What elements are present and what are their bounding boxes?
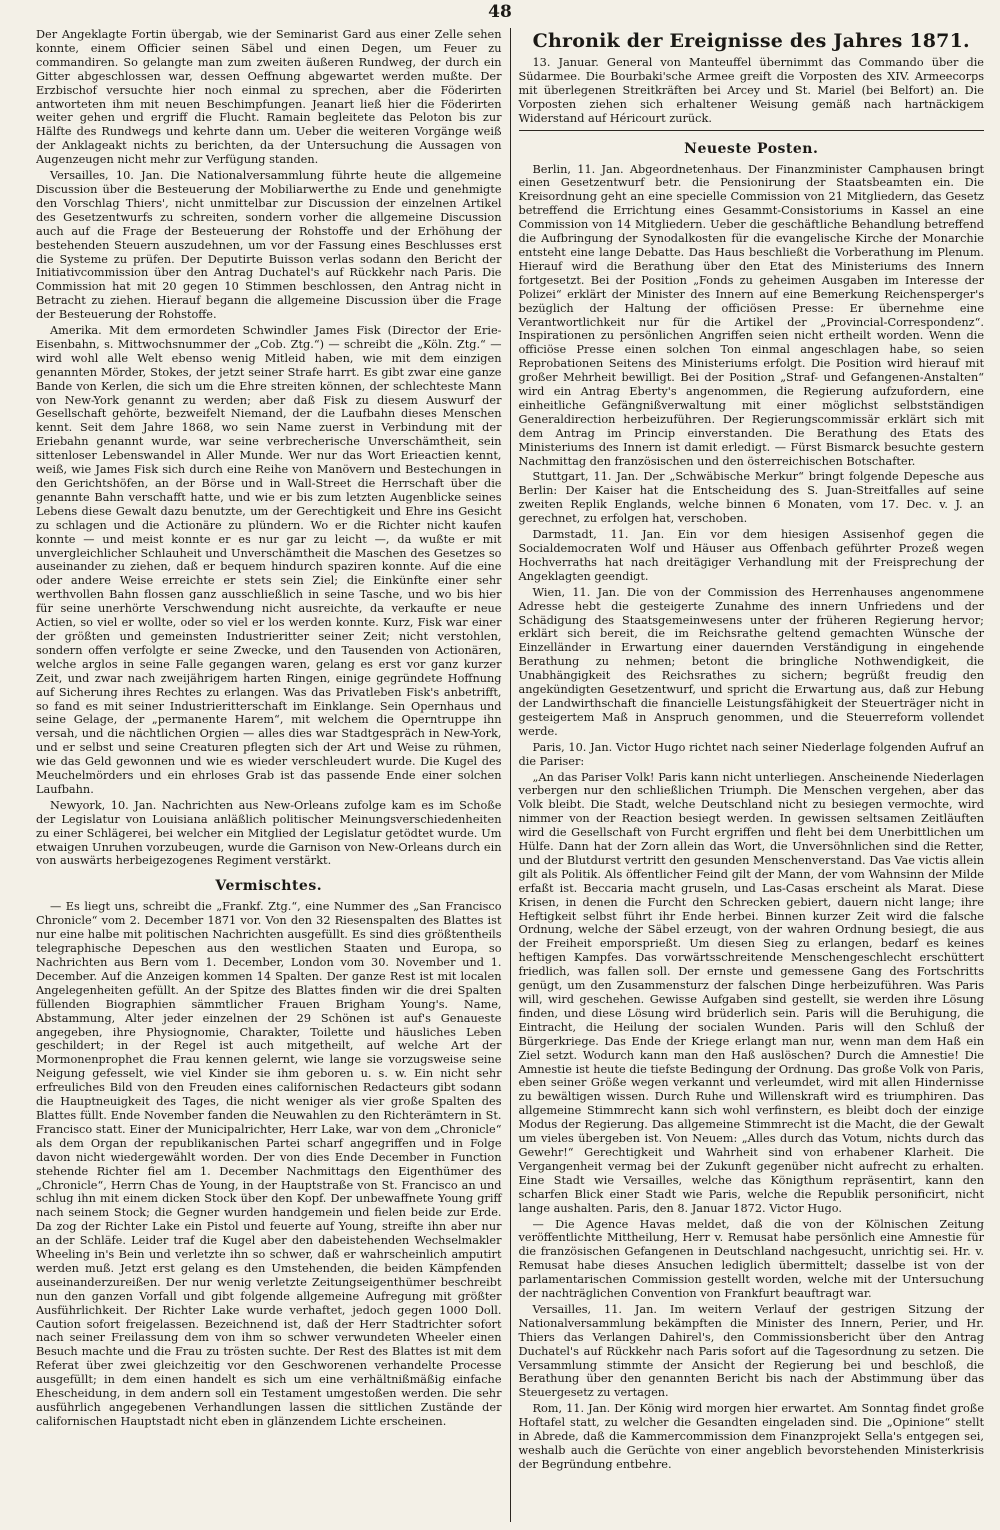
article-paragraph: Wien, 11. Jan. Die von der Commission des Herrenhauses angenommene Adresse hebt die gesteigerte Zunahme des innern Unfriedens und der Schädigung des Staatsgemeinwesens unter der früheren Regierung hervor; erklärt sich bereit, die im Reichsrathe geltend gemachten Wünsche der Einzelländer in Erwartung einer dauernden Verständigung in eingehende Berathung zu nehmen; betont die bringliche Nothwendigkeit, die Unabhängigkeit des Reichsrathes zu sichern; begrüßt freudig den angekündigten Gesetzentwurf, und spricht die Erwartung aus, daß zur Hebung der Landwirthschaft die financielle Leistungsfähigkeit der Steuerträger nicht in gesteigertem Maß in Anspruch genommen, und die Steuerreform vollendet werde. bbox=[518, 585, 984, 738]
neueste-posten-heading: Neueste Posten. bbox=[684, 140, 819, 157]
columns bbox=[36, 28, 984, 1522]
divider bbox=[519, 130, 985, 131]
right-column bbox=[511, 28, 985, 1522]
article-paragraph: Newyork, 10. Jan. Nachrichten aus New-Orleans zufolge kam es im Schoße der Legislatur von Louisiana anläßlich politischer Meinungsverschiedenheiten zu einer Schlägerei, bei welcher ein Mitglied der Legislatur getödtet wurde. Um etwaigen Unruhen vorzubeugen, wurde die Garnison von New-Orleans durch ein von auswärts herbeigezogenes Regiment verstärkt. bbox=[36, 798, 502, 868]
chronik-heading: Chronik der Ereignisse des Jahres 1871. bbox=[532, 30, 970, 52]
left-column bbox=[36, 28, 511, 1522]
article-paragraph: „An das Pariser Volk! Paris kann nicht unterliegen. Anscheinende Niederlagen verbergen nur den schließlichen Triumph. Die Menschen vergehen, aber das Volk bleibt. Die Stadt, welche Deutschland nicht zu besiegen vermochte, wird nimmer von der Reaction besiegt werden. In gewissen seltsamen Zeitläuften wird die Gesellschaft von Furcht ergriffen und fleht bei dem Unerbittlichen um Hülfe. Dann hat der Zorn allein das Wort, die Unversöhnlichen sind die Retter, und der Blutdurst vertritt den gesunden Menschenverstand. Das Vae victis allein gilt als Politik. Als öffentlicher Feind gilt der Mann, der vom Wahnsinn der Milde erfaßt ist. Beccaria macht gruseln, und Las-Casas erscheint als Marat. Diese Krisen, in denen die Furcht den Schrecken gebiert, dauern nicht lange; ihre Heftigkeit selbst führt ihr Ende herbei. Binnen kurzer Zeit wird die falsche Ordnung, welche der Säbel erzeugt, von der wahren Ordnung besiegt, die aus der Freiheit emporsprießt. Um diesen Sieg zu erlangen, bedarf es keines heftigen Kampfes. Das vorwärtsschreitende Menschengeschlecht erschüttert friedlich, was fallen soll. Der ernste und gemessene Gang des Fortschritts genügt, um den Zusammensturz der falschen Dinge herbeizuführen. Was Paris will, wird geschehen. Gewisse Aufgaben sind gestellt, sie werden ihre Lösung finden, und diese Lösung wird brüderlich sein. Paris will die Beruhigung, die Eintracht, die Heilung der socialen Wunden. Paris will den Schluß der Bürgerkriege. Das Ende der Kriege erlangt man nur, wenn man dem Haß ein Ziel setzt. Wodurch kann man den Haß auslöschen? Durch die Amnestie! Die Amnestie ist heute die tiefste Bedingung der Ordnung. Das große Volk von Paris, eben seiner Größe wegen verkannt und verleumdet, wird mit allen Hindernisse zu bewältigen wissen. Durch Ruhe und Willenskraft wird es triumphiren. Das allgemeine Stimmrecht kann sich wohl verfinstern, es bleibt doch der einzige Modus der Regierung. Das allgemeine Stimmrecht ist die Macht, die der Gewalt um vieles übergeben ist. Von Neuem: „Alles durch das Votum, nichts durch das Gewehr!“ Gerechtigkeit und Wahrheit sind von erhabener Klarheit. Die Vergangenheit vermag bei der Zukunft gegenüber nicht aufrecht zu erhalten. Eine Stadt wie Versailles, welche das Königthum repräsentirt, kann den scharfen Blick einer Stadt wie Paris, welche die Republik personificirt, nicht lange aushalten. Paris, den 8. Januar 1872. Victor Hugo. bbox=[518, 770, 984, 1215]
article-paragraph: Versailles, 11. Jan. Im weitern Verlauf der gestrigen Sitzung der Nationalversammlung bekämpften die Minister des Innern, Perier, und Hr. Thiers das Verlangen Dahirel's, den Commissionsbericht über den Antrag Duchatel's auf Rückkehr nach Paris sofort auf die Tagesordnung zu setzen. Die Versammlung stimmte der Ansicht der Regierung bei und beschloß, die Berathung über den genannten Bericht bis nach der Abstimmung über das Steuergesetz zu vertagen. bbox=[518, 1302, 984, 1400]
chronik-text: 13. Januar. General von Manteuffel übernimmt das Commando über die Südarmee. Die Bourbaki'sche Armee greift die Vorposten des XIV. Armeecorps mit überlegenen Streitkräften bei Arcey und St. Mariel (bei Belfort) an. Die Vorposten ziehen sich erhaltener Weisung gemäß nach hartnäckigem Widerstand auf Héricourt zurück. bbox=[518, 56, 984, 125]
vermischtes-heading: Vermischtes. bbox=[215, 878, 323, 895]
article-paragraph: Versailles, 10. Jan. Die Nationalversammlung führte heute die allgemeine Discussion über die Besteuerung der Mobiliarwerthe zu Ende und genehmigte den Vorschlag Thiers', nicht unmittelbar zur Discussion der einzelnen Artikel des Gesetzentwurfs zu schreiten, sondern vorher die allgemeine Discussion auch auf die Frage der Besteuerung der Rohstoffe und der Erhöhung der bestehenden Steuern auszudehnen, um vor der Fassung eines Beschlusses erst die Systeme zu prüfen. Der Deputirte Buisson verlas sodann den Bericht der Initiativcommission über den Antrag Duchatel's auf Rückkehr nach Paris. Die Commission hat mit 20 gegen 10 Stimmen beschlossen, den Antrag nicht in Betracht zu ziehen. Hierauf begann die allgemeine Discussion über die Frage der Besteuerung der Rohstoffe. bbox=[36, 169, 502, 322]
article-paragraph: — Die Agence Havas meldet, daß die von der Kölnischen Zeitung veröffentlichte Mittheilung, Herr v. Remusat habe persönlich eine Amnestie für die französischen Gefangenen in Deutschland nachgesucht, unrichtig sei. Hr. v. Remusat habe dieses Ansuchen lediglich übermittelt; dasselbe ist von der parlamentarischen Commission gestellt worden, welche mit der Untersuchung der nachträglichen Convention von Frankfurt beauftragt war. bbox=[518, 1217, 984, 1301]
article-paragraph: Berlin, 11. Jan. Abgeordnetenhaus. Der Finanzminister Camphausen bringt einen Gesetzentwurf betr. die Pensionirung der Staatsbeamten ein. Die Kreisordnung geht an eine specielle Commission von 21 Mitgliedern, das Gesetz betreffend die Errichtung eines Gesammt-Consistoriums in Kassel an eine Commission von 14 Mitgliedern. Ueber die geschäftliche Behandlung betreffend die Aufbringung der Synodalkosten für die evangelische Kirche der Monarchie entsteht eine lange Debatte. Das Haus beschließt die Vorberathung im Plenum. Hierauf wird die Berathung über den Etat des Ministeriums des Innern fortgesetzt. Bei der Position „Fonds zu geheimen Ausgaben im Interesse der Polizei“ erklärt der Minister des Innern auf eine Bemerkung Reichensperger's bezüglich der Haltung der officiösen Presse: Er übernehme eine Verantwortlichkeit nur für die Artikel der „Provincial-Correspondenz“. Inspirationen zu persönlichen Angriffen seien nicht ertheilt worden. Wenn die officiöse Presse einen solchen Ton einmal angeschlagen habe, so seien Reprobationen Seitens des Ministeriums erfolgt. Die Position wird hierauf mit großer Mehrheit bewilligt. Bei der Position „Straf- und Gefangenen-Anstalten“ wird ein Antrag Eberty's angenommen, die Regierung aufzufordern, eine einheitliche Gefängnißverwaltung mit einer möglichst selbstständigen Generaldirection herbeizuführen. Der Regierungscommissär erklärt sich mit dem Antrag im Princip einverstanden. Die Berathung des Etats des Ministeriums des Innern ist damit erledigt. — Fürst Bismarck besuchte gestern Nachmittag den französischen und den österreichischen Botschafter. bbox=[518, 162, 984, 468]
article-paragraph: Darmstadt, 11. Jan. Ein vor dem hiesigen Assisenhof gegen die Socialdemocraten Wolf und Häuser aus Offenbach geführter Prozeß wegen Hochverraths hat nach dreitägiger Verhandlung mit der Freisprechung der Angeklagten geendigt. bbox=[518, 528, 984, 583]
page-number: 48 bbox=[488, 2, 512, 22]
article-paragraph: Der Angeklagte Fortin übergab, wie der Seminarist Gard aus einer Zelle sehen konnte, einem Officier seinen Säbel und einen Degen, um Feuer zu commandiren. So gelangte man zum zweiten äußeren Rundweg, der durch ein Gitter abgeschlossen war, dessen Oeffnung abgewartet werden mußte. Der Erzbischof versuchte hier noch einmal zu sprechen, aber die Föderirten antworteten ihm mit neuen Beschimpfungen. Jeanart ließ hier die Föderirten weiter gehen und ergriff die Flucht. Ramain begleitete das Peloton bis zur Hälfte des Rundwegs und kehrte dann um. Ueber die weiteren Vorgänge weiß der Anklageakt nichts zu berichten, da der Untersuchung die Aussagen von Augenzeugen nicht mehr zur Verfügung standen. bbox=[36, 28, 502, 167]
article-paragraph: Paris, 10. Jan. Victor Hugo richtet nach seiner Niederlage folgenden Aufruf an die Pariser: bbox=[518, 740, 984, 768]
article-paragraph: Amerika. Mit dem ermordeten Schwindler James Fisk (Director der Erie-Eisenbahn, s. Mittwochsnummer der „Cob. Ztg.“) — schreibt die „Köln. Ztg.“ — wird wohl alle Welt ebenso wenig Mitleid haben, wie mit dem einzigen genannten Mörder, Stokes, der jetzt seiner Strafe harrt. Es gibt zwar eine ganze Bande von Kerlen, die sich um die Ehre streiten können, der schlechteste Mann von New-York genannt zu werden; aber daß Fisk zu diesem Auswurf der Gesellschaft gehörte, bezweifelt Niemand, der die Laufbahn dieses Menschen kennt. Seit dem Jahre 1868, wo sein Name zuerst in Verbindung mit der Eriebahn genannt wurde, war seine verbrecherische Unverschämtheit, sein sittenloser Lebenswandel in Aller Munde. Wer nur das Wort Erieactien kennt, weiß, wie James Fisk sich durch eine Reihe von Manövern und Bestechungen in den Gerichtshöfen, an der Börse und in Wall-Street die Herrschaft über die genannte Bahn verschafft hatte, und wie er bis zum letzten Augenblicke seines Lebens diese Gewalt dazu benutzte, um der Gerechtigkeit und Ehre ins Gesicht zu schlagen und die Actionäre zu plündern. Wo er die Richter nicht kaufen konnte — und meist konnte er es nur gar zu leicht —, da wußte er mit unvergleichlicher Schlauheit und Unverschämtheit die Maschen des Gesetzes so auseinander zu ziehen, daß er bequem hindurch spaziren konnte. Auf die eine oder andere Weise erreichte er stets sein Ziel; die Einkünfte einer sehr werthvollen Bahn flossen ganz ausschließlich in seine Tasche, und wo bis hier für seine unerhörte Verschwendung nicht ausreichte, da verkaufte er neue Actien, so viel er wollte, oder so viel er los werden konnte. Kurz, Fisk war einer der größten und gemeinsten Industrieritter seiner Zeit; nicht verstohlen, sondern offen verfolgte er seine Zwecke, und den Tausenden von Actionären, welche arglos in seine Falle gegangen waren, gelang es erst vor ganz kurzer Zeit, und zwar nach zweijährigem harten Ringen, einige gegründete Hoffnung auf Sicherung ihres Rechtes zu erlangen. Was das Privatleben Fisk's anbetrifft, so fand es mit seiner Industrieritterschaft im Einklange. Sein Opernhaus und seine Gelage, der „permanente Harem“, mit welchem die Operntruppe ihn versah, und die nächtlichen Orgien — alles dies war Stadtgespräch in New-York, und er selbst und seine Creaturen pflegten sich der Art und Weise zu rühmen, wie das Geld gewonnen und wie es wieder verschleudert wurde. Die Kugel des Meuchelmörders und ein ehrloses Grab ist das passende Ende einer solchen Laufbahn. bbox=[36, 324, 502, 796]
article-paragraph: Rom, 11. Jan. Der König wird morgen hier erwartet. Am Sonntag findet große Hoftafel statt, zu welcher die Gesandten eingeladen sind. Die „Opinione“ stellt in Abrede, daß die Kammercommission dem Finanzprojekt Sella's entgegen sei, weshalb auch die Gerüchte von einer angeblich bevorstehenden Ministerkrisis der Begründung entbehre. bbox=[518, 1402, 984, 1471]
article-paragraph: Stuttgart, 11. Jan. Der „Schwäbische Merkur“ bringt folgende Depesche aus Berlin: Der Kaiser hat die Entscheidung des S. Juan-Streitfalles auf seine zweiten Replik Englands, welche binnen 6 Monaten, vom 17. Dec. v. J. an gerechnet, zu erfolgen hat, verschoben. bbox=[518, 470, 984, 526]
article-paragraph: — Es liegt uns, schreibt die „Frankf. Ztg.“, eine Nummer des „San Francisco Chronicle“ vom 2. December 1871 vor. Von den 32 Riesenspalten des Blattes ist nur eine halbe mit politischen Nachrichten ausgefüllt. Es sind dies größtentheils telegraphische Depeschen aus den westlichen Staaten und Europa, so Nachrichten aus Bern vom 1. December, London vom 30. November und 1. December. Auf die Anzeigen kommen 14 Spalten. Der ganze Rest ist mit localen Angelegenheiten gefüllt. An der Spitze des Blattes finden wir die drei Spalten füllenden Biographien sämmtlicher Frauen Brigham Young's. Name, Abstammung, Alter jeder einzelnen der 29 Schönen ist auf's Genaueste angegeben, ihre Physiognomie, Charakter, Toilette und häusliches Leben geschildert; in der Regel ist auch mitgetheilt, auf welche Art der Mormonenprophet die Frau kennen gelernt, wie lange sie vorzugsweise seine Neigung gefesselt, wie viel Kinder sie ihm geboren u. s. w. Ein nicht sehr erfreuliches Bild von den Freuden eines californischen Redacteurs gibt sodann die Hauptneuigkeit des Tages, die nicht weniger als vier große Spalten des Blattes füllt. Ende November fanden die Neuwahlen zu den Richterämtern in St. Francisco statt. Einer der Municipalrichter, Herr Lake, war von dem „Chronicle“ als dem Organ der republikanischen Partei scharf angegriffen und in Folge davon nicht wiedergewählt worden. Der von dies Ende December in Function stehende Richter fiel am 1. December Nachmittags den Eigenthümer des „Chronicle“, Herrn Chas de Young, in der Hauptstraße von St. Francisco an und schlug ihn mit einem dicken Stock über den Kopf. Der unbewaffnete Young griff nach seinem Stock; die Gegner wurden handgemein und fielen beide zur Erde. Da zog der Richter Lake ein Pistol und feuerte auf Young, streifte ihn aber nur an der Schläfe. Leider traf die Kugel aber den dabeistehenden Wechselmakler Wheeling in's Bein und verletzte ihn so schwer, daß er wahrscheinlich amputirt werden muß. Jetzt erst gelang es den Umstehenden, die beiden Kämpfenden auseinanderzureißen. Der nur wenig verletzte Zeitungseigenthümer beschreibt nun den ganzen Vorfall und gibt folgende allgemeine Aufregung mit größter Ausführlichkeit. Der Richter Lake wurde verhaftet, jedoch gegen 1000 Doll. Caution sofort freigelassen. Bezeichnend ist, daß der Herr Stadtrichter sofort nach seiner Freilassung dem von ihm so schwer verwundeten Wheeler einen Besuch machte und die Frau zu trösten suchte. Der Rest des Blattes ist mit dem Referat über zwei gleichzeitig vor den Geschworenen verhandelte Processe ausgefüllt; in dem einen handelt es sich um eine verhältnißmäßig einfache Ehescheidung, in dem andern soll ein Testament umgestoßen werden. Die sehr ausführlich angegebenen Verhandlungen lassen die sittlichen Zustände der californischen Hauptstadt nicht eben in glänzendem Lichte erscheinen. bbox=[36, 900, 502, 1428]
